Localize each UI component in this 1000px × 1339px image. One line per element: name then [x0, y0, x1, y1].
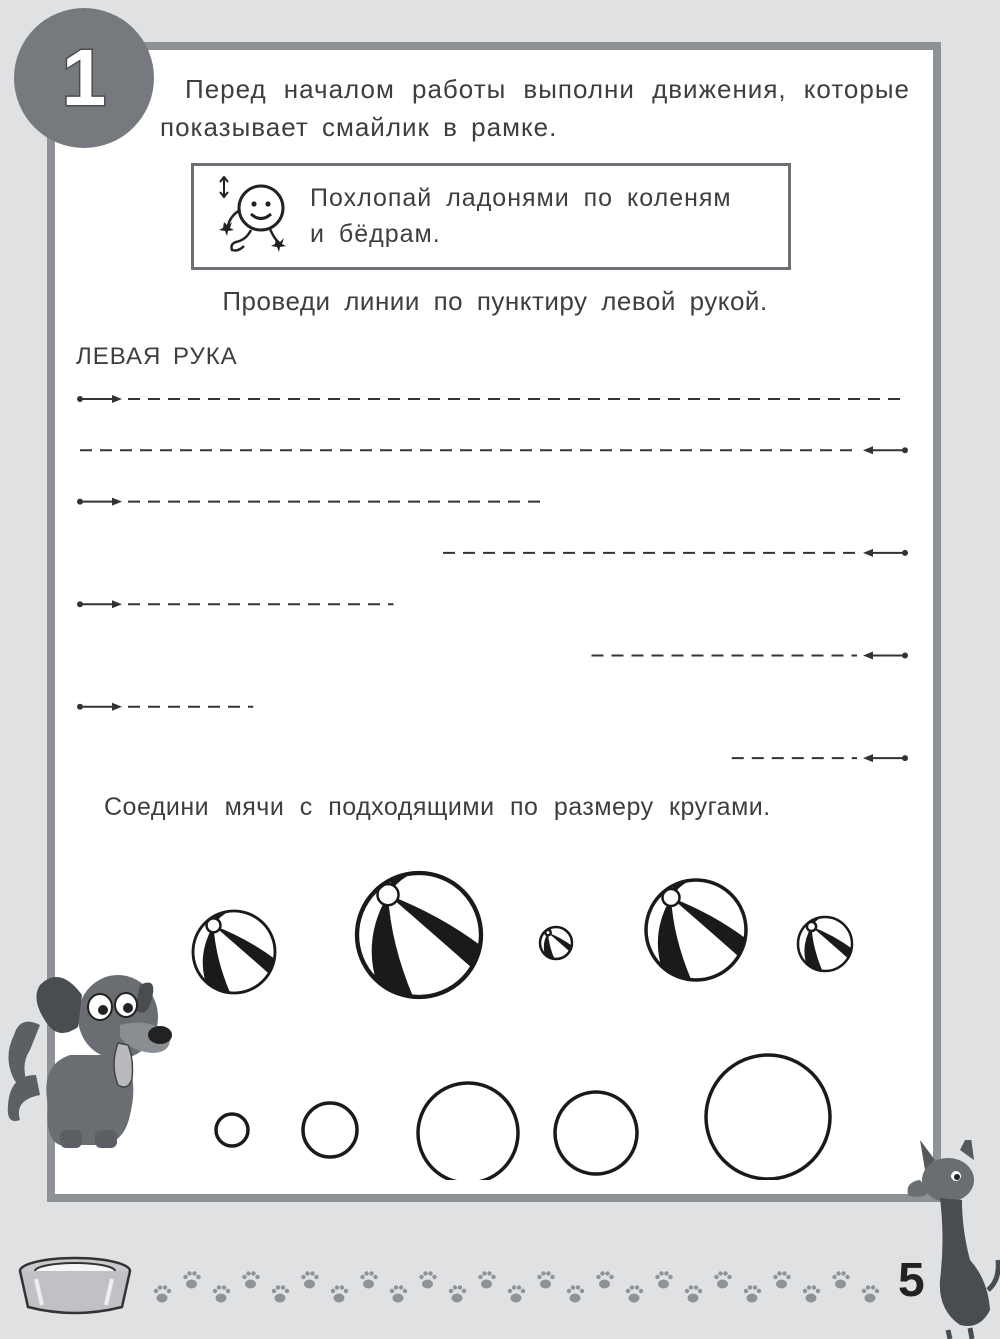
paw-print-icon [567, 1285, 584, 1302]
tracing-line[interactable] [592, 652, 909, 660]
dog-bowl-icon [16, 1255, 134, 1317]
paw-print-icon [419, 1271, 436, 1288]
paw-print-icon [862, 1285, 879, 1302]
paw-print-icon [478, 1271, 495, 1288]
arrow-left-icon [863, 549, 873, 557]
paw-prints-decoration [150, 1262, 890, 1312]
tracing-line[interactable] [77, 600, 394, 608]
paw-print-icon [655, 1271, 672, 1288]
page-number: 5 [898, 1254, 925, 1307]
paw-print-icon [803, 1285, 820, 1302]
paw-print-icon [744, 1285, 761, 1302]
arrow-left-icon [863, 754, 873, 762]
task-number: 1 [61, 33, 107, 122]
target-circle-largest[interactable] [706, 1055, 830, 1179]
arrow-left-icon [863, 446, 873, 454]
beach-ball-largest[interactable] [357, 867, 487, 1003]
exercise-text-line-1: Похлопай ладонями по коленям [310, 184, 732, 212]
paw-print-icon [360, 1271, 377, 1288]
tracing-line[interactable] [77, 498, 542, 506]
paw-print-icon [626, 1285, 643, 1302]
target-circle-smallest[interactable] [216, 1114, 248, 1146]
paw-print-icon [773, 1271, 790, 1288]
paw-print-icon [685, 1285, 702, 1302]
beach-ball-large[interactable] [646, 875, 751, 985]
paw-print-icon [301, 1271, 318, 1288]
smiley-icon [216, 176, 296, 256]
small-dog-illustration [900, 1140, 1000, 1339]
target-circle-small[interactable] [303, 1103, 357, 1157]
dog-illustration [0, 955, 190, 1155]
tracing-line[interactable] [732, 754, 908, 762]
target-circle-medium[interactable] [555, 1092, 637, 1174]
paw-print-icon [154, 1285, 171, 1302]
exercise-text-line-2: и бёдрам. [310, 220, 441, 248]
tracing-line[interactable] [77, 703, 253, 711]
tracing-line[interactable] [443, 549, 908, 557]
beach-ball-smallest[interactable] [540, 925, 574, 960]
paw-print-icon [242, 1271, 259, 1288]
tracing-line[interactable] [77, 395, 905, 403]
paw-print-icon [596, 1271, 613, 1288]
paw-print-icon [213, 1285, 230, 1302]
left-hand-label: ЛЕВАЯ РУКА [76, 343, 238, 370]
beach-ball-medium[interactable] [193, 907, 279, 997]
paw-print-icon [272, 1285, 289, 1302]
task-instruction [160, 70, 910, 146]
exercise-box [191, 163, 791, 270]
paw-print-icon [183, 1271, 200, 1288]
paw-print-icon [832, 1271, 849, 1288]
matching-instruction: Соедини мячи с подходящими по размеру кругами. [104, 793, 771, 821]
tracing-lines [0, 380, 1000, 780]
arrow-right-icon [112, 498, 122, 506]
arrow-left-icon [863, 652, 873, 660]
paw-print-icon [331, 1285, 348, 1302]
paw-print-icon [390, 1285, 407, 1302]
paw-print-icon [449, 1285, 466, 1302]
task-instruction-line-2: показывает смайлик в рамке. [160, 112, 558, 142]
arrow-right-icon [112, 703, 122, 711]
paw-print-icon [537, 1271, 554, 1288]
tracing-instruction: Проведи линии по пунктиру левой рукой. [222, 286, 768, 316]
beach-ball-small[interactable] [798, 914, 855, 973]
arrow-right-icon [112, 395, 122, 403]
exercise-text [310, 180, 750, 252]
tracing-line[interactable] [80, 446, 908, 454]
task-instruction-line-1: Перед началом работы выполни движения, которые [185, 74, 910, 104]
paw-print-icon [508, 1285, 525, 1302]
arrow-right-icon [112, 600, 122, 608]
target-circle-large[interactable] [418, 1083, 518, 1180]
paw-print-icon [714, 1271, 731, 1288]
